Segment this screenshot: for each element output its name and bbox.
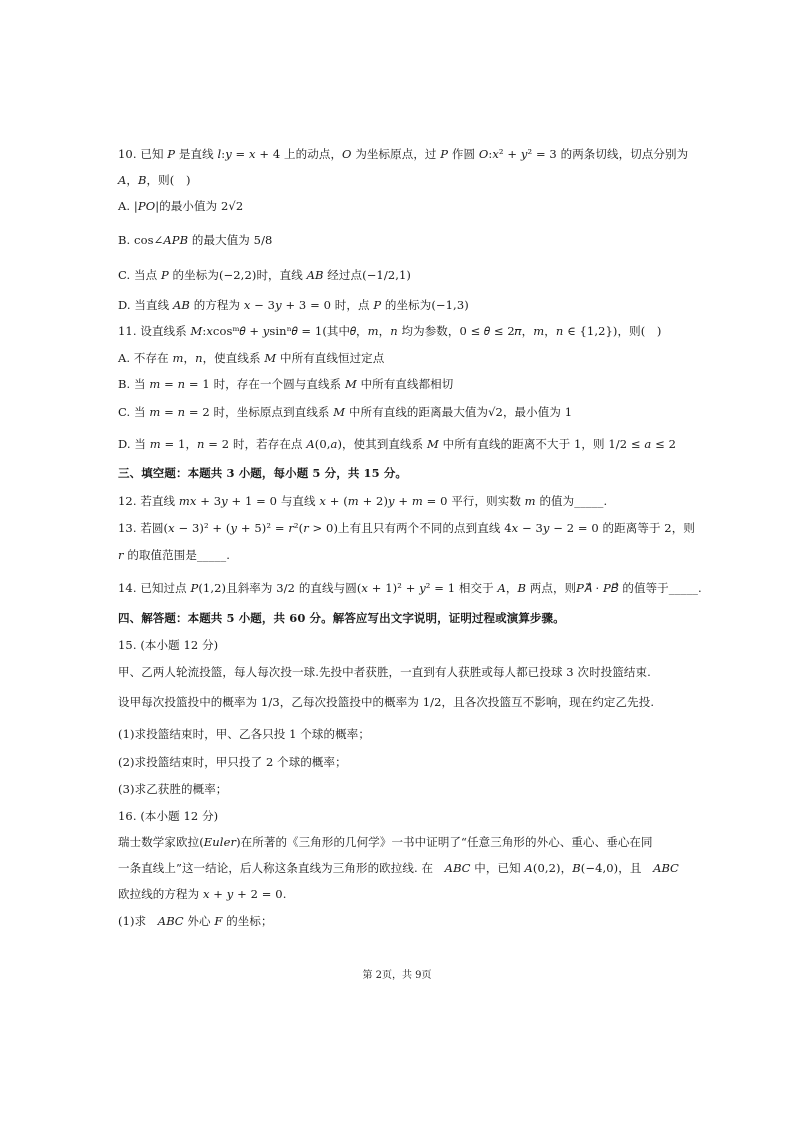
- q14-stem: 14. 已知过点 𝑃(1,2)且斜率为 3/2 的直线与圆(𝑥 + 1)² + 𝑦² = 1 相交于 𝐴，𝐵 两点，则𝑃𝐴⃗ · 𝑃𝐵⃗ 的值等于_____.: [118, 581, 702, 595]
- q11-option-d: D. 当 𝑚 = 1，𝑛 = 2 时，若存在点 𝐴(0,𝑎)，使其到直线系 𝑀 中所有直线的距离不大于 1，则 1/2 ≤ 𝑎 ≤ 2: [118, 437, 677, 451]
- q12-stem: 12. 若直线 𝑚𝑥 + 3𝑦 + 1 = 0 与直线 𝑥 + (𝑚 + 2)𝑦 + 𝑚 = 0 平行，则实数 𝑚 的值为_____.: [118, 494, 608, 508]
- q13-stem-line2: 𝑟 的取值范围是_____.: [118, 548, 230, 562]
- q10-option-d: D. 当直线 𝐴𝐵 的方程为 𝑥 − 3𝑦 + 3 = 0 时，点 𝑃 的坐标为(−1,3): [118, 298, 469, 312]
- q11-option-b: B. 当 𝑚 = 𝑛 = 1 时，存在一个圆与直线系 𝑀 中所有直线都相切: [118, 377, 454, 391]
- q10-option-b: B. cos∠𝐴𝑃𝐵 的最大值为 5/8: [118, 233, 273, 247]
- q15-text-line2: 设甲每次投篮投中的概率为 1/3，乙每次投篮投中的概率为 1/2，且各次投篮互不影响，现在约定乙先投.: [118, 695, 655, 709]
- q15-part3: (3)求乙获胜的概率；: [118, 782, 228, 796]
- q10-option-c: C. 当点 𝑃 的坐标为(−2,2)时，直线 𝐴𝐵 经过点(−1/2,1): [118, 268, 412, 282]
- q11-option-c: C. 当 𝑚 = 𝑛 = 2 时，坐标原点到直线系 𝑀 中所有直线的距离最大值为√2，最小值为 1: [118, 405, 573, 419]
- q13-stem-line1: 13. 若圆(𝑥 − 3)² + (𝑦 + 5)² = 𝑟²(𝑟 > 0)上有且只有两个不同的点到直线 4𝑥 − 3𝑦 − 2 = 0 的距离等于 2，则: [118, 521, 695, 535]
- q10-option-a: A. |𝑃𝑂|的最小值为 2√2: [118, 199, 244, 213]
- page-footer: 第 2页，共 9页: [362, 970, 432, 981]
- section-heading-answers: 四、解答题：本题共 5 小题，共 60 分。解答应写出文字说明，证明过程或演算步骤。: [118, 611, 565, 625]
- q16-text-line3: 欧拉线的方程为 𝑥 + 𝑦 + 2 = 0.: [118, 887, 287, 901]
- q15-text-line1: 甲、乙两人轮流投篮，每人每次投一球.先投中者获胜，一直到有人获胜或每人都已投球 3 次时投篮结束.: [118, 665, 651, 679]
- q15-header: 15. (本小题 12 分): [118, 638, 219, 652]
- q11-stem: 11. 设直线系 𝑀:𝑥cosᵐ𝜃 + 𝑦sinⁿ𝜃 = 1(其中𝜃，𝑚，𝑛 均为参数，0 ≤ 𝜃 ≤ 2𝜋，𝑚，𝑛 ∈ {1,2})，则( ): [118, 324, 662, 338]
- q10-stem-line1: 10. 已知 𝑃 是直线 𝑙:𝑦 = 𝑥 + 4 上的动点，𝑂 为坐标原点，过 𝑃 作圆 𝑂:𝑥² + 𝑦² = 3 的两条切线，切点分别为: [118, 147, 689, 161]
- q15-part2: (2)求投篮结束时，甲只投了 2 个球的概率；: [118, 755, 347, 769]
- q10-stem-line2: 𝐴，𝐵，则( ): [118, 173, 191, 187]
- q16-text-line2: 一条直线上”这一结论，后人称这条直线为三角形的欧拉线. 在 𝐴𝐵𝐶 中，已知 𝐴(0,2)，𝐵(−4,0)，且 𝐴𝐵𝐶: [118, 861, 679, 875]
- q16-part1: (1)求 𝐴𝐵𝐶 外心 𝐹 的坐标；: [118, 914, 273, 928]
- section-heading-fill-blank: 三、填空题：本题共 3 小题，每小题 5 分，共 15 分。: [118, 466, 408, 480]
- q15-part1: (1)求投篮结束时，甲、乙各只投 1 个球的概率；: [118, 727, 370, 741]
- q11-option-a: A. 不存在 𝑚，𝑛，使直线系 𝑀 中所有直线恒过定点: [118, 351, 385, 365]
- q16-header: 16. (本小题 12 分): [118, 809, 219, 823]
- q16-text-line1: 瑞士数学家欧拉(𝐸𝑢𝑙𝑒𝑟)在所著的《三角形的几何学》一书中证明了“任意三角形的外心、重心、垂心在同: [118, 835, 653, 849]
